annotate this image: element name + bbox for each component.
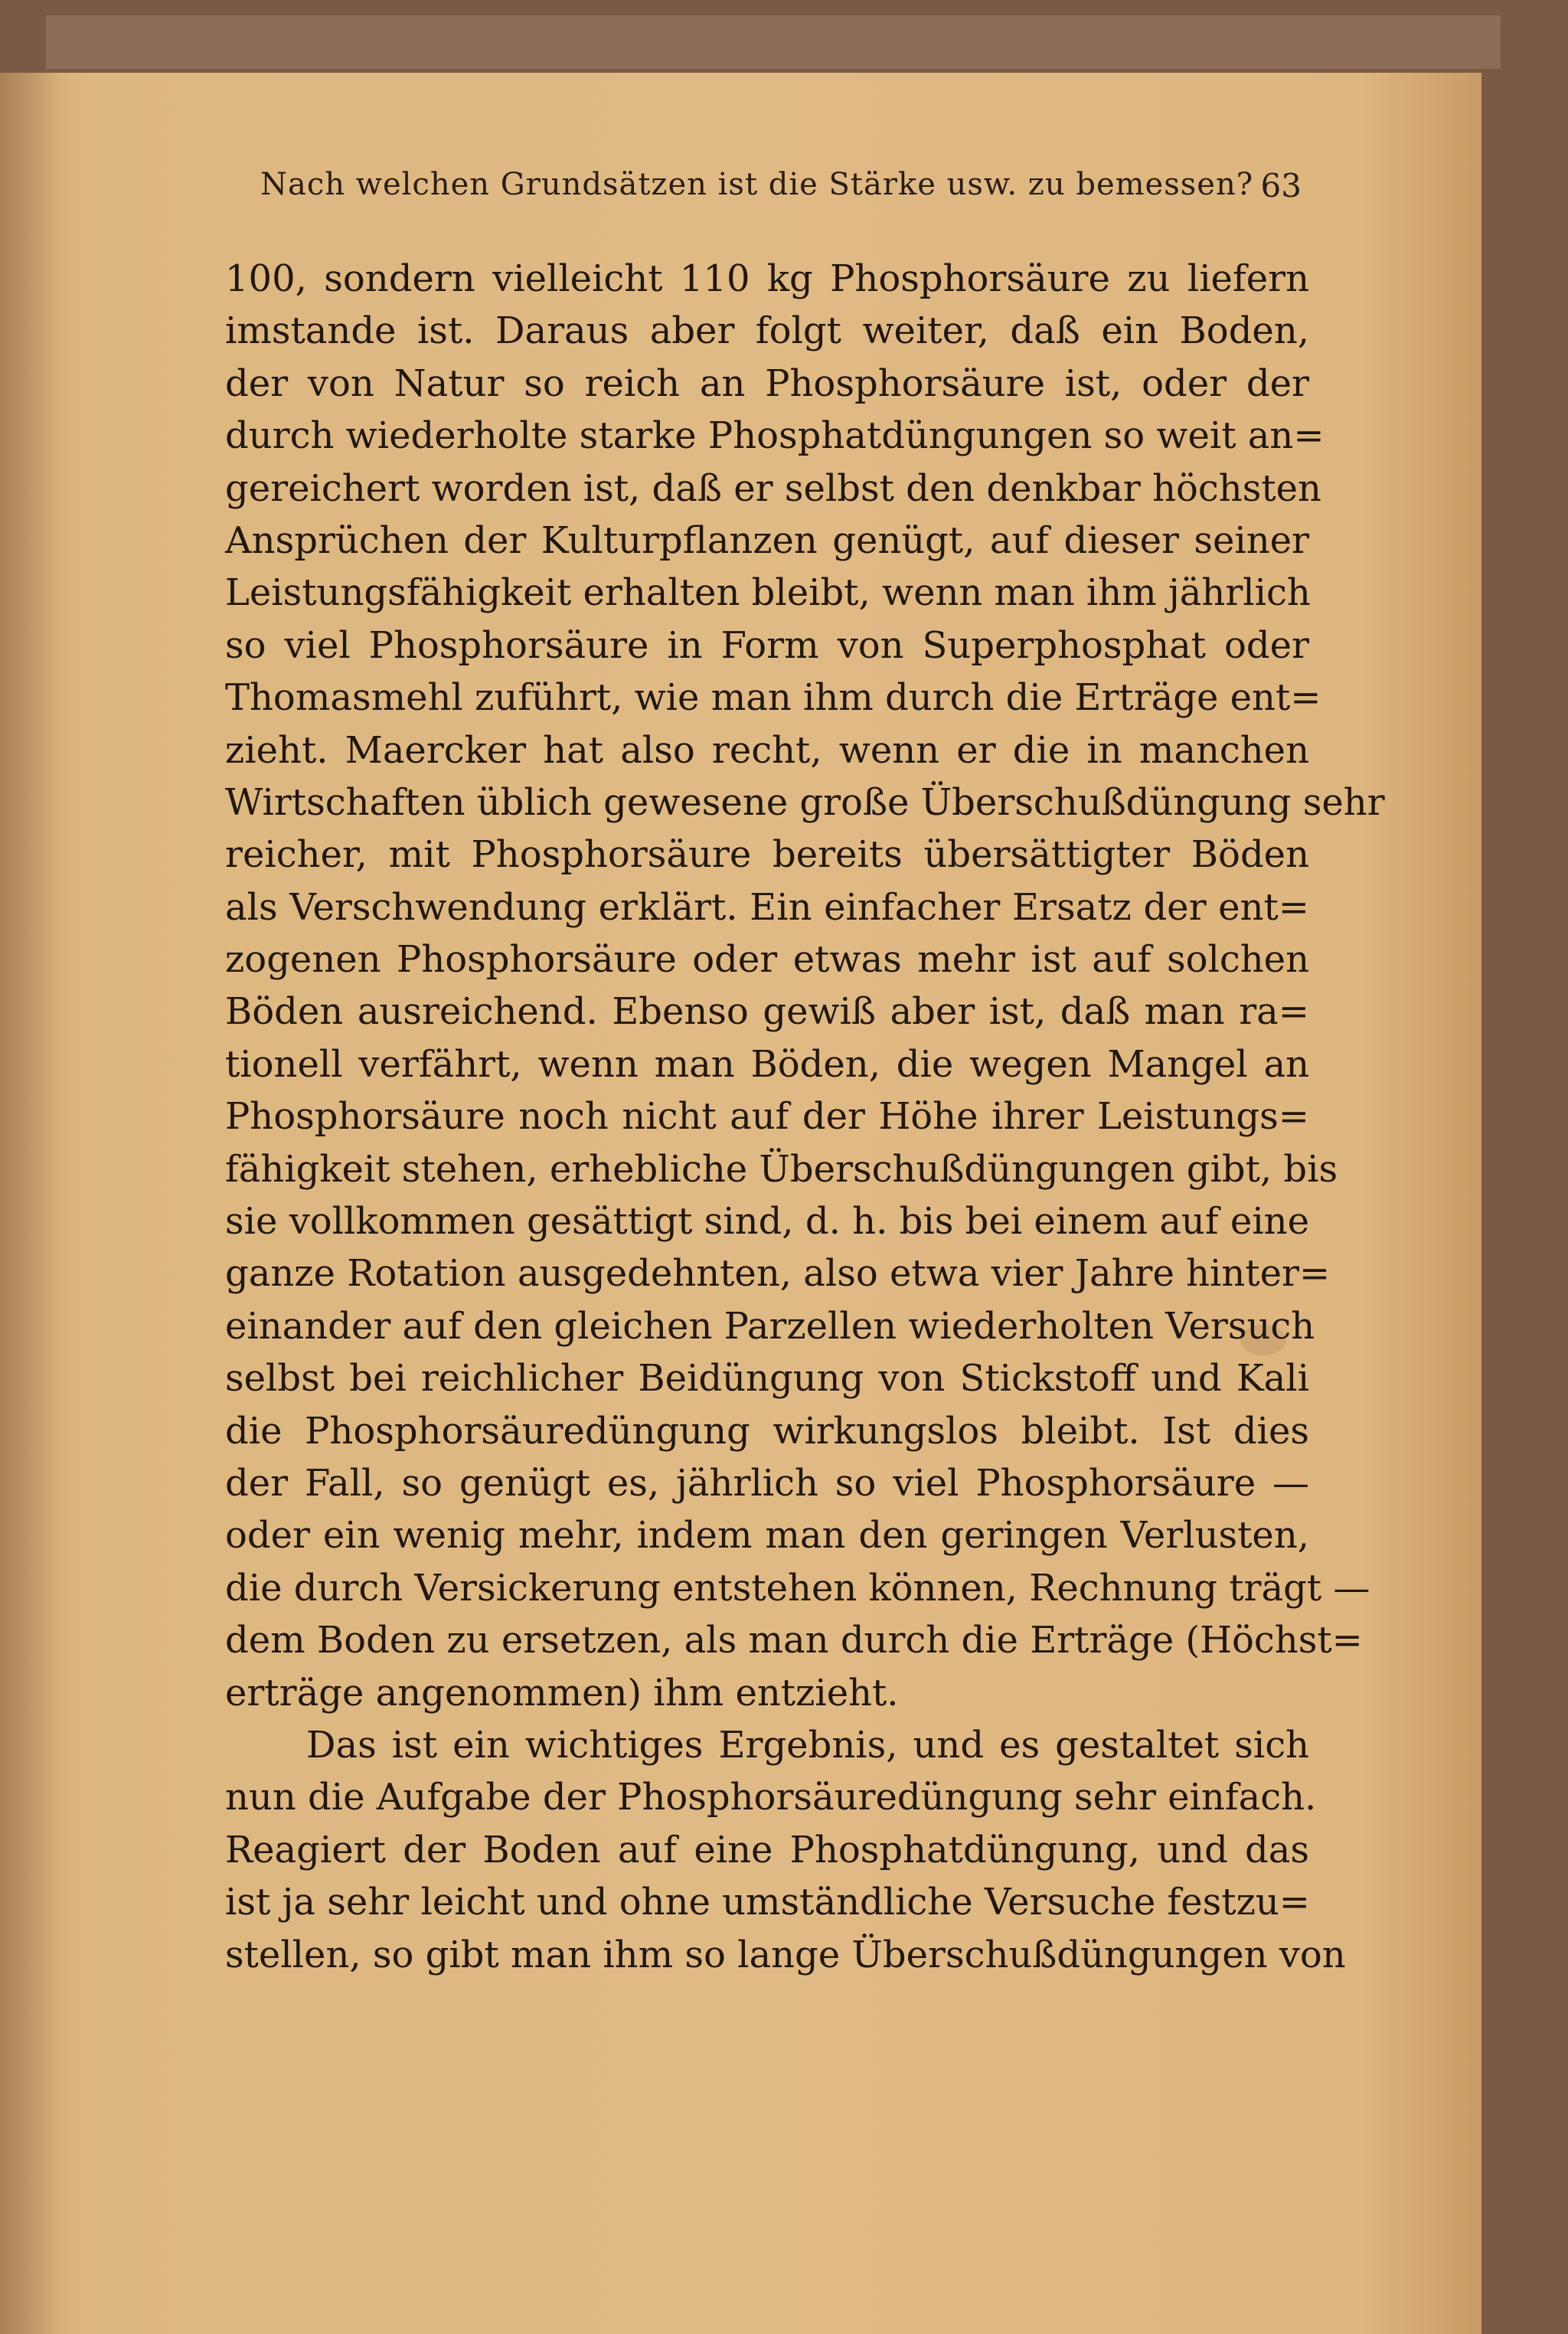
- text-line: der Fall, so genügt es, jährlich so viel Phosphorsäure —: [225, 1461, 1309, 1505]
- text-line: Böden ausreichend. Ebenso gewiß aber ist, daß man ra=: [225, 990, 1309, 1034]
- text-line: selbst bei reichlicher Beidüngung von Stickstoff und Kali: [225, 1357, 1309, 1401]
- text-line: 100, sondern vielleicht 110 kg Phosphorsäure zu liefern: [225, 257, 1309, 300]
- paragraph: [225, 253, 1385, 1719]
- text-line: ganze Rotation ausgedehnten, also etwa vier Jahre hinter=: [225, 1252, 1331, 1296]
- text-line: die Phosphorsäuredüngung wirkungslos bleibt. Ist dies: [225, 1409, 1309, 1453]
- text-line: zieht. Maercker hat also recht, wenn er die in manchen: [225, 728, 1309, 772]
- text-line: Thomasmehl zuführt, wie man ihm durch die Erträge ent=: [225, 676, 1321, 720]
- text-line: Ansprüchen der Kulturpflanzen genügt, auf dieser seiner: [225, 518, 1309, 562]
- spine-shadow: [0, 73, 61, 2334]
- text-line: gereichert worden ist, daß er selbst den denkbar höchsten: [225, 466, 1321, 510]
- text-line: Das ist ein wichtiges Ergebnis, und es gestaltet sich: [306, 1723, 1309, 1767]
- text-line: dem Boden zu ersetzen, als man durch die Erträge (Höchst=: [225, 1619, 1363, 1662]
- text-line: Reagiert der Boden auf eine Phosphatdüngung, und das: [225, 1828, 1309, 1871]
- running-header: [260, 167, 1302, 213]
- text-line: durch wiederholte starke Phosphatdüngungen so weit an=: [225, 414, 1325, 458]
- text-line: Leistungsfähigkeit erhalten bleibt, wenn man ihm jährlich: [225, 571, 1311, 615]
- text-line: Phosphorsäure noch nicht auf der Höhe ihrer Leistungs=: [225, 1095, 1309, 1139]
- book-cover-top-edge: [46, 15, 1501, 69]
- text-line: reicher, mit Phosphorsäure bereits übersättigter Böden: [225, 833, 1309, 877]
- text-line: zogenen Phosphorsäure oder etwas mehr ist auf solchen: [225, 938, 1309, 982]
- text-line: ist ja sehr leicht und ohne umständliche Versuche festzu=: [225, 1881, 1311, 1924]
- text-line: einander auf den gleichen Parzellen wiederholten Versuch: [225, 1304, 1315, 1348]
- text-line: oder ein wenig mehr, indem man den geringen Verlusten,: [225, 1514, 1309, 1558]
- text-line: stellen, so gibt man ihm so lange Überschußdüngungen von: [225, 1933, 1346, 1976]
- body-text: [225, 253, 1385, 1981]
- page-number: 63: [1260, 167, 1302, 204]
- text-line: die durch Versickerung entstehen können, Rechnung trägt —: [225, 1566, 1370, 1610]
- text-line: fähigkeit stehen, erhebliche Überschußdüngungen gibt, bis: [225, 1147, 1338, 1191]
- text-line: erträge angenommen) ihm entzieht.: [225, 1671, 899, 1715]
- text-line: nun die Aufgabe der Phosphorsäuredüngung sehr einfach.: [225, 1776, 1317, 1819]
- text-line: so viel Phosphorsäure in Form von Superphosphat oder: [225, 623, 1309, 667]
- paragraph: [225, 1719, 1346, 1981]
- text-line: tionell verfährt, wenn man Böden, die wegen Mangel an: [225, 1042, 1309, 1086]
- running-title: Nach welchen Grundsätzen ist die Stärke usw. zu bemessen?: [260, 167, 1254, 202]
- text-line: der von Natur so reich an Phosphorsäure ist, oder der: [225, 361, 1309, 405]
- text-line: sie vollkommen gesättigt sind, d. h. bis bei einem auf eine: [225, 1200, 1309, 1244]
- text-line: imstande ist. Daraus aber folgt weiter, daß ein Boden,: [225, 309, 1309, 353]
- text-line: Wirtschaften üblich gewesene große Überschußdüngung sehr: [225, 780, 1385, 824]
- text-line: als Verschwendung erklärt. Ein einfacher Ersatz der ent=: [225, 885, 1309, 929]
